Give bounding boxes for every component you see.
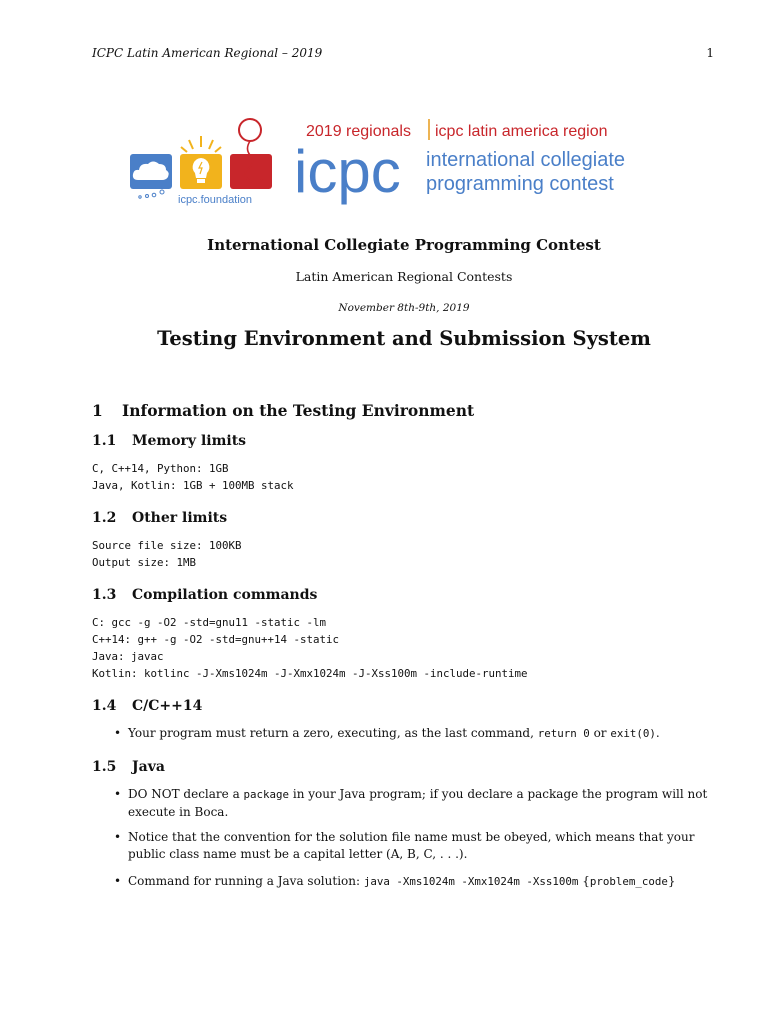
balloon-icon [239, 119, 261, 141]
bullet-text: } [667, 874, 676, 888]
running-header [92, 46, 714, 60]
red-square [230, 154, 272, 189]
subsection-title: Other limits [132, 510, 228, 526]
subsection-heading-1-3 [92, 587, 317, 603]
region-text: icpc latin america region [435, 123, 608, 140]
bulb-base [197, 179, 205, 183]
wordmark-line-1: international collegiate [426, 149, 626, 171]
bullet-text: DO NOT declare a [128, 787, 244, 801]
other-limits-block [92, 537, 242, 571]
regionals-text: 2019 regionals [306, 123, 411, 140]
bulb-ray-3 [209, 140, 213, 149]
code-line: Kotlin: kotlinc -J-Xms1024m -J-Xmx1024m -J-Xss100m -include-runtime [92, 667, 528, 680]
inline-code: problem_code [589, 875, 668, 888]
bubble-dot-4 [139, 196, 141, 198]
bullet-item [114, 725, 716, 743]
icpc-wordmark: icpc [294, 138, 401, 205]
inline-code: exit(0) [610, 727, 656, 740]
bullet-text: { [578, 874, 590, 888]
subsection-title: Java [132, 759, 165, 775]
inline-code: java -Xms1024m -Xmx1024m -Xss100m [363, 875, 579, 888]
page-number: 1 [706, 46, 714, 60]
subsection-number: 1.3 [92, 587, 117, 603]
bullet-dot-icon: • [114, 874, 122, 888]
document-title: Testing Environment and Submission System [157, 327, 651, 350]
bulb-ray-5 [215, 147, 221, 152]
compilation-commands-block [92, 614, 528, 682]
subsection-number: 1.5 [92, 759, 117, 775]
bulb-ray-4 [181, 147, 187, 152]
subsection-title: Compilation commands [132, 587, 318, 603]
icpc-logo [126, 114, 686, 214]
contest-subtitle: Latin American Regional Contests [295, 269, 513, 284]
bubble-dot-1 [160, 190, 164, 194]
bullet-text: in your Java program; if you declare a package the program will not execute in Boca. [128, 787, 708, 819]
code-line: Java: javac [92, 650, 164, 663]
bulb-ray-2 [189, 140, 193, 149]
memory-limits-block [92, 460, 294, 494]
wordmark-line-2: programming contest [426, 173, 614, 195]
contest-date: November 8th-9th, 2019 [338, 302, 470, 314]
bullet-item [114, 786, 716, 820]
subsection-heading-1-4 [92, 698, 202, 714]
subsection-title: C/C++14 [132, 698, 203, 714]
contest-title: International Collegiate Programming Contest [207, 236, 601, 254]
section-heading-1 [92, 401, 474, 420]
bullet-text: Your program must return a zero, executing, as the last command, [128, 726, 538, 740]
bullet-text: or [589, 726, 611, 740]
code-line: C, C++14, Python: 1GB [92, 462, 229, 475]
bullet-dot-icon: • [114, 787, 122, 801]
foundation-text: icpc.foundation [178, 194, 252, 206]
subsection-heading-1-2 [92, 510, 227, 526]
code-line: Java, Kotlin: 1GB + 100MB stack [92, 479, 294, 492]
code-line: C++14: g++ -g -O2 -std=gnu++14 -static [92, 633, 340, 646]
bullet-text: Command for running a Java solution: [128, 874, 364, 888]
subsection-number: 1.2 [92, 510, 117, 526]
subsection-number: 1.1 [92, 433, 117, 449]
bullet-dot-icon: • [114, 726, 122, 740]
bubble-dot-3 [146, 195, 149, 198]
code-line: Source file size: 100KB [92, 539, 242, 552]
bubble-dot-2 [152, 193, 156, 197]
code-line: C: gcc -g -O2 -std=gnu11 -static -lm [92, 616, 327, 629]
code-line: Output size: 1MB [92, 556, 197, 569]
subsection-heading-1-5 [92, 759, 165, 775]
subsection-title: Memory limits [132, 433, 247, 449]
bullet-text: . [655, 726, 660, 740]
running-title: ICPC Latin American Regional – 2019 [92, 46, 323, 60]
bullet-text: Notice that the convention for the solution file name must be obeyed, which means that your public class name must be a capital letter (A, B, C, . . .). [128, 830, 695, 861]
subsection-number: 1.4 [92, 698, 117, 714]
bullet-item [114, 829, 716, 862]
bullet-item [114, 873, 716, 891]
bullet-dot-icon: • [114, 830, 122, 844]
section-number: 1 [92, 401, 103, 420]
inline-code: package [243, 788, 290, 801]
section-title: Information on the Testing Environment [122, 401, 475, 420]
subsection-heading-1-1 [92, 433, 246, 449]
inline-code: return 0 [537, 727, 590, 740]
